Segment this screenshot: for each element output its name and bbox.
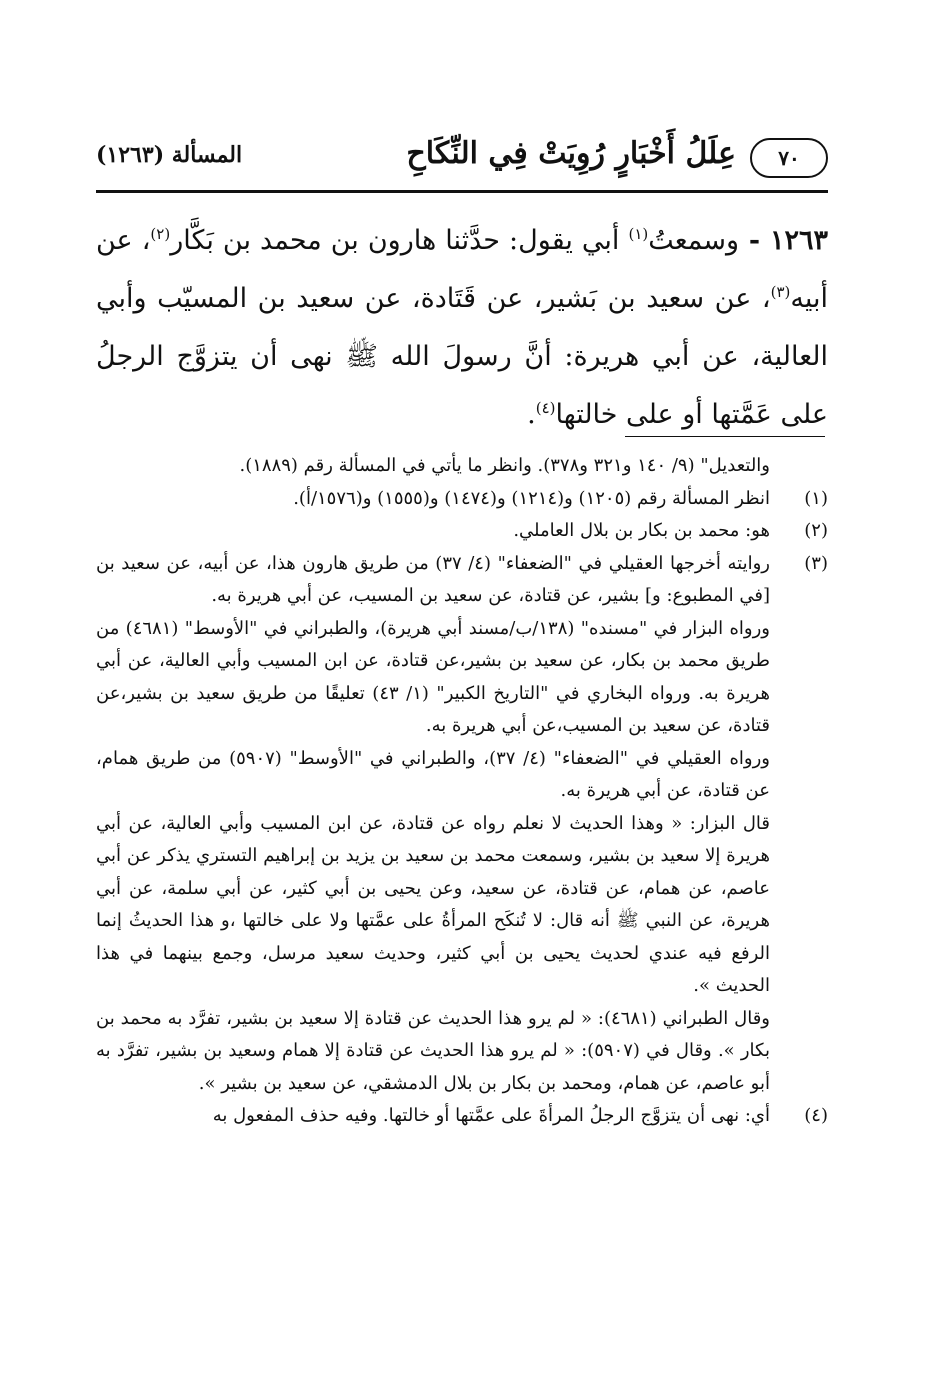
footnote-paragraph: هو: محمد بن بكار بن بلال العاملي. [513,520,770,541]
footnote-number: (٣) [804,552,828,574]
footnote-4 [96,1100,828,1133]
footnote-ref-4: (٤) [535,399,556,417]
footnote-number: (٢) [804,520,828,541]
footnotes [96,450,828,1133]
footnote-3 [96,548,828,1101]
header-divider [96,190,828,193]
footnote-1 [96,483,828,516]
footnote-paragraph: وقال الطبراني (٤٦٨١): « لم يرو هذا الحديث عن قتادة إلا سعيد بن بشير، تفرَّد به محمد بن بكار ». وقال في (٥٩٠٧): « لم يرو هذا الحديث عن قتادة إلا همام وسعيد بن بشير، تفرَّد به أبو عاصم، عن همام، ومحمد بن بكار بن بلال الدمشقي، عن سعيد بن بشير ». [96,1007,771,1094]
footnote-paragraph: قال البزار: « وهذا الحديث لا نعلم رواه عن قتادة، عن ابن المسيب وأبي العالية، عن أبي هريرة إلا سعيد بن بشير، وسمعت محمد بن سعيد بن يزيد بن إبراهيم التستري يذكر عن أبي عاصم، عن همام، عن قتادة، عن سعيد، وعن يحيى بن أبي كثير، عن أبي سلمة، عن أبي هريرة، عن النبي ﷺ أنه قال: لا تُنكَح المرأةُ على عمَّتها ولا على خالتها ،و هذا الحديثُ إنما الرفع فيه عندي لحديث يحيى بن أبي كثير، وحديث سعيد مرسل، وجمع بينهما في هذا الحديث ». [96,812,770,996]
footnote-paragraph: روايته أخرجها العقيلي في "الضعفاء" (٤/ ٣٧) من طريق هارون هذا، عن أبيه، عن سعيد بن [في المطبوع: و] بشير، عن قتادة، عن سعيد بن المسيب، عن أبي هريرة به. [96,552,770,606]
issue-reference: المسألة (١٢٦٣) [96,142,243,168]
footnote-continuation: والتعديل" (٩/ ١٤٠ و٣٢١ و٣٧٨). وانظر ما يأتي في المسألة رقم (١٨٨٩). [239,455,770,476]
footnote-number: (١) [804,487,828,509]
issue-dash: - [739,225,770,256]
page-number-badge [750,138,828,178]
main-text [96,212,828,444]
main-text-end: . [527,399,536,430]
main-text-part-3: ، عن أبيه [96,225,828,314]
footnote-paragraph: ورواه العقيلي في "الضعفاء" (٤/ ٣٧)، والطبراني في "الأوسط" (٥٩٠٧) من طريق همام، عن قتادة، عن أبي هريرة به. [96,747,770,801]
footnote-divider [625,436,825,437]
footnote-paragraph: أي: نهى أن يتزوَّج الرجلُ المرأةَ على عمَّتها أو خالتها. وفيه حذف المفعول به [212,1105,770,1126]
footnote-paragraph: انظر المسألة رقم (١٢٠٥) و(١٢١٤) و(١٤٧٤) و(١٥٥٥) و(١٥٧٦/أ). [293,487,770,509]
issue-number: ١٢٦٣ [769,225,828,256]
footnote-number: (٤) [804,1105,828,1126]
footnote-ref-2: (٢) [150,225,171,243]
main-text-part-2: أبي يقول: حدَّثنا هارون بن محمد بن بَكَّار [170,225,629,256]
book-title: عِلَلُ أَخْبَارٍ رُوِيَتْ فِي النِّكَاحِ [406,136,736,171]
main-text-part-4: ، عن سعيد بن بَشير، عن قَتَادة، عن سعيد بن المسيّب وأبي العالية، عن أبي هريرة: أنَّ رسولَ الله ﷺ نهى أن يتزوَّج الرجلُ على عَمَّتها أو على خالتها [96,283,828,430]
footnote-ref-3: (٣) [770,283,791,301]
page-number: ٧٠ [778,146,800,170]
footnote-paragraph: ورواه البزار في "مسنده" (١٣٨/ب/مسند أبي هريرة)، والطبراني في "الأوسط" (٤٦٨١) من طريق محمد بن بكار، عن سعيد بن بشير،عن قتادة، عن ابن المسيب وأبي العالية، عن أبي هريرة به. ورواه البخاري في "التاريخ الكبير" (١/ ٤٣) تعليقًا من طريق سعيد بن بشير،عن قتادة، عن سعيد بن المسيب،عن أبي هريرة به. [96,617,771,736]
page-header [96,132,828,188]
footnote-2 [96,515,828,548]
main-text-part-1: وسمعتُ [648,225,740,256]
footnote-ref-1: (١) [628,225,649,243]
